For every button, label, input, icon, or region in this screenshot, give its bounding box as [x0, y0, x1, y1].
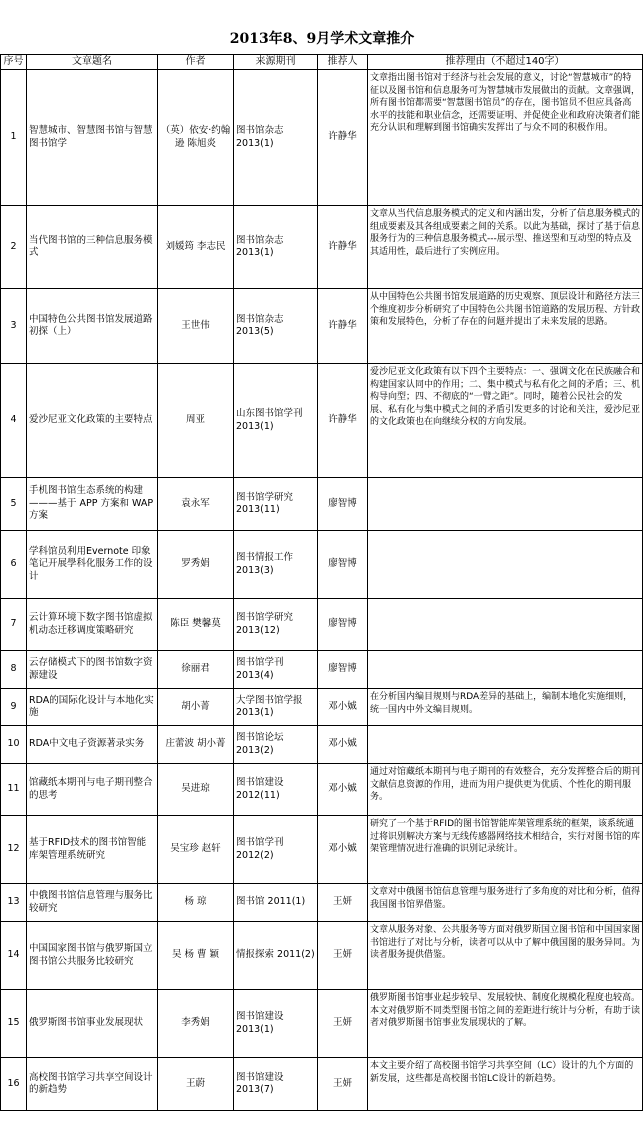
cell-no: 1 — [1, 70, 27, 206]
cell-author: 王蔚 — [158, 1058, 234, 1111]
header-row — [1, 55, 643, 70]
cell-no: 5 — [1, 478, 27, 531]
header-title: 文章题名 — [27, 55, 158, 70]
cell-no: 2 — [1, 206, 27, 289]
cell-recommender: 王妍 — [318, 884, 368, 922]
cell-recommender: 许静华 — [318, 289, 368, 364]
table-row — [1, 651, 643, 689]
cell-recommender: 邓小娍 — [318, 689, 368, 726]
table-row — [1, 289, 643, 364]
cell-source: 图书馆杂志 2013(1) — [234, 70, 318, 206]
table-row — [1, 531, 643, 599]
cell-recommender: 王妍 — [318, 922, 368, 990]
table-row — [1, 726, 643, 764]
cell-recommender: 王妍 — [318, 1058, 368, 1111]
cell-recommender: 王妍 — [318, 990, 368, 1058]
cell-reason — [368, 478, 643, 531]
table-row — [1, 478, 643, 531]
header-no: 序号 — [1, 55, 27, 70]
cell-no: 3 — [1, 289, 27, 364]
cell-recommender: 邓小娍 — [318, 816, 368, 884]
header-recommender: 推荐人 — [318, 55, 368, 70]
cell-recommender: 廖智博 — [318, 478, 368, 531]
cell-no: 4 — [1, 364, 27, 478]
cell-author: 陈臣 樊馨莫 — [158, 599, 234, 651]
cell-title: 爱沙尼亚文化政策的主要特点 — [27, 364, 158, 478]
cell-title: RDA中文电子资源著录实务 — [27, 726, 158, 764]
cell-title: 当代图书馆的三种信息服务模式 — [27, 206, 158, 289]
cell-reason: 研究了一个基于RFID的图书馆智能库架管理系统的框架，该系统通过将识别解决方案与无线传感器网络技术相结合，实行对图书馆的库架管理情况进行准确的识别记录统计。 — [368, 816, 643, 884]
cell-author: 胡小菁 — [158, 689, 234, 726]
cell-title: 云计算环境下数字图书馆虚拟机动态迁移调度策略研究 — [27, 599, 158, 651]
cell-reason: 文章对中俄图书馆信息管理与服务进行了多角度的对比和分析，值得我国图书馆界借鉴。 — [368, 884, 643, 922]
cell-author: 袁永军 — [158, 478, 234, 531]
cell-source: 大学图书馆学报 2013(1) — [234, 689, 318, 726]
cell-title: 中俄图书馆信息管理与服务比较研究 — [27, 884, 158, 922]
cell-no: 6 — [1, 531, 27, 599]
cell-reason: 俄罗斯图书馆事业起步较早、发展较快、制度化规模化程度也较高。本文对俄罗斯不同类型图书馆之间的差距进行统计与分析，有助于读者对俄罗斯图书馆事业发展现状的了解。 — [368, 990, 643, 1058]
cell-reason — [368, 599, 643, 651]
cell-reason: 文章从当代信息服务模式的定义和内涵出发，分析了信息服务模式的组成要素及其各组成要素之间的关系。以此为基础，探讨了基于信息服务行为的三种信息服务模式---展示型、推送型和互动型的特点及其适用性，最后进行了实例应用。 — [368, 206, 643, 289]
table-row — [1, 816, 643, 884]
cell-author: 吴宝珍 赵轩 — [158, 816, 234, 884]
cell-title: 基于RFID技术的图书馆智能库架管理系统研究 — [27, 816, 158, 884]
cell-title: 中国国家图书馆与俄罗斯国立图书馆公共服务比较研究 — [27, 922, 158, 990]
table-row — [1, 70, 643, 206]
cell-title: 学科馆员利用Evernote 印象笔记开展學科化服务工作的设计 — [27, 531, 158, 599]
cell-recommender: 廖智博 — [318, 599, 368, 651]
cell-source: 图书馆学研究 2013(11) — [234, 478, 318, 531]
cell-title: 中国特色公共图书馆发展道路初探（上） — [27, 289, 158, 364]
cell-recommender: 邓小娍 — [318, 726, 368, 764]
cell-author: （英）依安·约翰逊 陈旭炎 — [158, 70, 234, 206]
cell-author: 杨 琼 — [158, 884, 234, 922]
cell-reason: 文章指出图书馆对于经济与社会发展的意义，讨论“智慧城市”的特征以及图书馆和信息服务可为智慧城市发展做出的贡献。文章强调，所有图书馆都需要“智慧图书馆员”的存在，图书馆员不但应具备高水平的技能和职业信念，还需要证明、并促使企业和政府决策者们能充分认识和理解到图书馆确实发挥出了与众不同的积极作用。 — [368, 70, 643, 206]
cell-source: 图书馆建设 2012(11) — [234, 764, 318, 816]
cell-no: 14 — [1, 922, 27, 990]
cell-source: 图书馆学刊 2013(4) — [234, 651, 318, 689]
table-row — [1, 884, 643, 922]
cell-no: 16 — [1, 1058, 27, 1111]
cell-author: 徐丽君 — [158, 651, 234, 689]
cell-reason: 从中国特色公共图书馆发展道路的历史观察、顶层设计和路径方法三个维度初步分析研究了中国特色公共图书馆道路的发展历程、方针政策和发展特色，分析了存在的问题并提出了未来发展的思路。 — [368, 289, 643, 364]
cell-source: 图书馆学研究 2013(12) — [234, 599, 318, 651]
header-author: 作者 — [158, 55, 234, 70]
cell-source: 图书馆建设 2013(1) — [234, 990, 318, 1058]
cell-title: 智慧城市、智慧图书馆与智慧图书馆学 — [27, 70, 158, 206]
cell-source: 图书馆建设 2013(7) — [234, 1058, 318, 1111]
cell-no: 10 — [1, 726, 27, 764]
cell-title: 高校图书馆学习共享空间设计的新趋势 — [27, 1058, 158, 1111]
cell-author: 李秀娟 — [158, 990, 234, 1058]
cell-no: 8 — [1, 651, 27, 689]
cell-title: RDA的国际化设计与本地化实施 — [27, 689, 158, 726]
cell-reason: 爱沙尼亚文化政策有以下四个主要特点：一、强调文化在民族融合和构建国家认同中的作用；二、集中模式与私有化之间的矛盾；三、机构导向型；四、不彻底的“一臂之距”。同时，随着公民社会的发展、私有化与集中模式之间的矛盾引发更多的讨论和关注，爱沙尼亚的文化政策也在向继续分权的方向发展。 — [368, 364, 643, 478]
cell-author: 周亚 — [158, 364, 234, 478]
cell-author: 吴进琼 — [158, 764, 234, 816]
cell-source: 图书馆论坛 2013(2) — [234, 726, 318, 764]
cell-no: 15 — [1, 990, 27, 1058]
cell-source: 图书馆杂志 2013(5) — [234, 289, 318, 364]
table-row — [1, 764, 643, 816]
cell-no: 9 — [1, 689, 27, 726]
cell-recommender: 邓小娍 — [318, 764, 368, 816]
cell-recommender: 许静华 — [318, 206, 368, 289]
page-title: 2013年8、9月学术文章推介 — [229, 31, 415, 47]
cell-author: 吴 杨 曹 颖 — [158, 922, 234, 990]
cell-source: 图书情报工作 2013(3) — [234, 531, 318, 599]
cell-reason: 通过对馆藏纸本期刊与电子期刊的有效整合，充分发挥整合后的期刊文献信息资源的作用，进而为用户提供更为优质、个性化的期刊服务。 — [368, 764, 643, 816]
table-row — [1, 689, 643, 726]
cell-no: 11 — [1, 764, 27, 816]
cell-recommender: 廖智博 — [318, 531, 368, 599]
table-row — [1, 990, 643, 1058]
cell-reason: 在分析国内编目规则与RDA差异的基础上，编制本地化实施细则，统一国内中外文编目规则。 — [368, 689, 643, 726]
cell-reason: 本文主要介绍了高校图书馆学习共享空间（LC）设计的九个方面的新发展，这些都是高校图书馆LC设计的新趋势。 — [368, 1058, 643, 1111]
cell-source: 山东图书馆学刊 2013(1) — [234, 364, 318, 478]
cell-title: 手机图书馆生态系统的构建———基于 APP 方案和 WAP 方案 — [27, 478, 158, 531]
cell-recommender: 许静华 — [318, 70, 368, 206]
cell-recommender: 许静华 — [318, 364, 368, 478]
cell-reason — [368, 531, 643, 599]
cell-author: 庄蕾波 胡小菁 — [158, 726, 234, 764]
cell-reason: 文章从服务对象、公共服务等方面对俄罗斯国立图书馆和中国国家图书馆进行了对比与分析，读者可以从中了解中俄国图的服务异同。为读者服务提供借鉴。 — [368, 922, 643, 990]
table-row — [1, 1058, 643, 1111]
cell-source: 图书馆 2011(1) — [234, 884, 318, 922]
cell-author: 刘媛筠 李志民 — [158, 206, 234, 289]
cell-title: 馆藏纸本期刊与电子期刊整合的思考 — [27, 764, 158, 816]
cell-author: 罗秀娟 — [158, 531, 234, 599]
cell-no: 13 — [1, 884, 27, 922]
cell-source: 图书馆杂志 2013(1) — [234, 206, 318, 289]
table-row — [1, 599, 643, 651]
header-reason: 推荐理由（不超过140字） — [368, 55, 643, 70]
cell-no: 12 — [1, 816, 27, 884]
table-row — [1, 364, 643, 478]
cell-title: 俄罗斯图书馆事业发展现状 — [27, 990, 158, 1058]
cell-source: 情报探索 2011(2) — [234, 922, 318, 990]
cell-reason — [368, 726, 643, 764]
table-row — [1, 922, 643, 990]
cell-title: 云存储模式下的图书馆数字资源建设 — [27, 651, 158, 689]
cell-recommender: 廖智博 — [318, 651, 368, 689]
article-table — [0, 54, 643, 1111]
cell-source: 图书馆学刊 2012(2) — [234, 816, 318, 884]
cell-no: 7 — [1, 599, 27, 651]
cell-reason — [368, 651, 643, 689]
header-source: 来源期刊 — [234, 55, 318, 70]
table-row — [1, 206, 643, 289]
cell-author: 王世伟 — [158, 289, 234, 364]
